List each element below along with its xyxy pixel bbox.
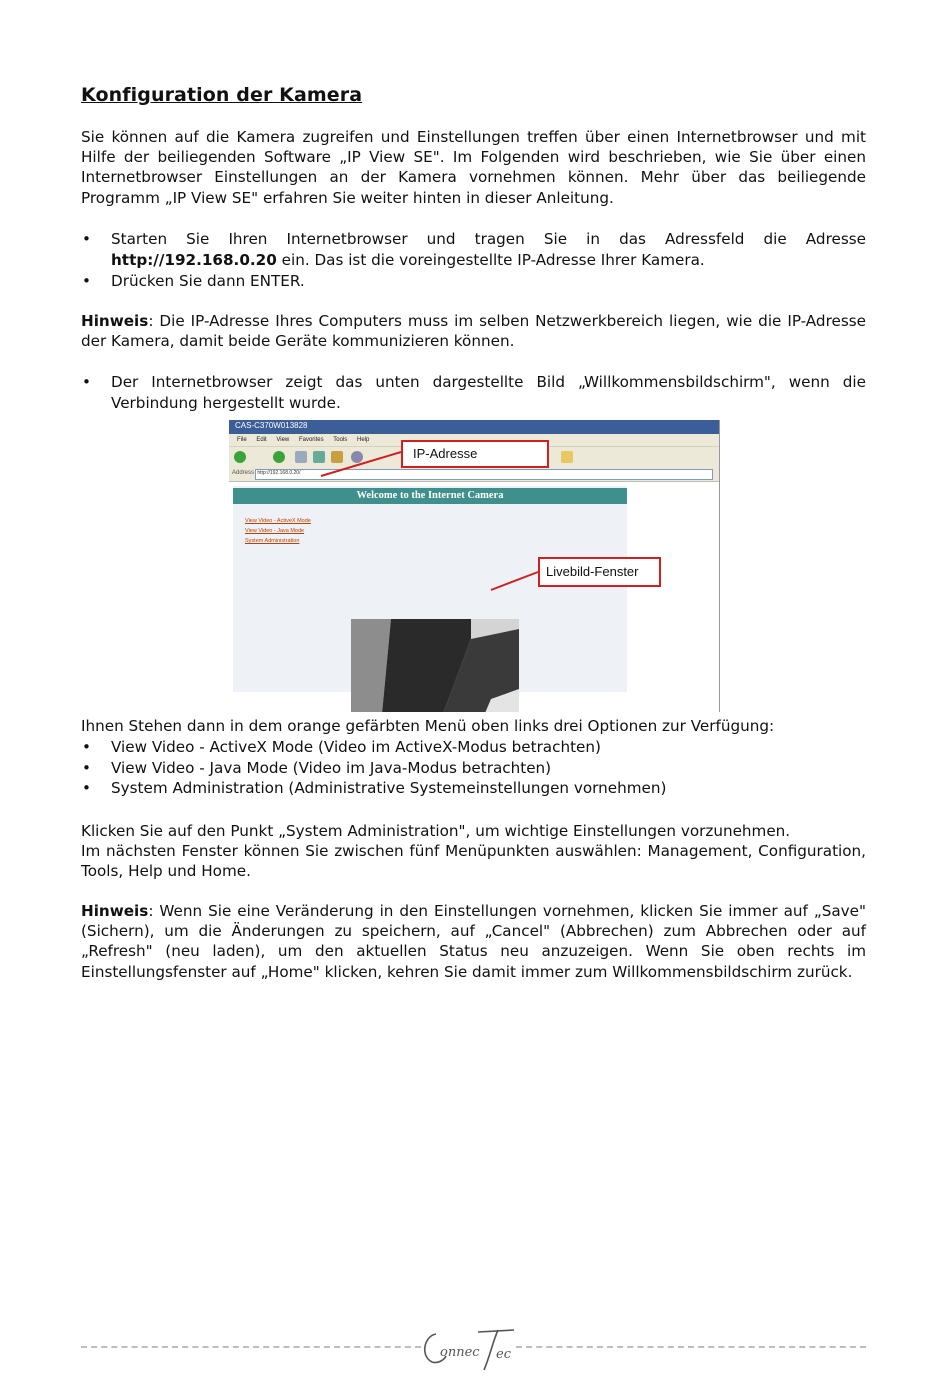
callout-live-window: Livebild-Fenster — [538, 557, 661, 587]
list-item: • System Administration (Administrative Systemeinstellungen vornehmen) — [82, 779, 667, 798]
browser-screenshot — [229, 420, 720, 712]
company-logo — [418, 1326, 518, 1376]
camera-welcome-page — [233, 486, 627, 692]
search-icon — [351, 451, 363, 463]
list-item: • Drücken Sie dann ENTER. — [82, 271, 305, 290]
live-image — [351, 619, 519, 712]
list-item: • Der Internetbrowser zeigt das unten dargestellte Bild „Willkommensbildschirm", wenn die Verbindung hergestellt wurde. — [82, 373, 866, 412]
list-item: • View Video - Java Mode (Video im Java-Modus betrachten) — [82, 758, 552, 777]
footer-divider-left — [81, 1346, 421, 1348]
menu-edit: Edit — [256, 437, 267, 443]
menu-favorites: Favorites — [298, 437, 324, 443]
page-title: Konfiguration der Kamera — [81, 84, 363, 106]
camera-menu — [245, 516, 311, 546]
live-video-window — [351, 619, 519, 712]
home-icon — [331, 451, 343, 463]
admin-paragraph: Klicken Sie auf den Punkt „System Administration", um wichtige Einstellungen vorzunehmen. Im nächsten Fenster können Sie zwischen fünf Menüpunkten auswählen: Management, Configuration, Tools, Help und Home. — [81, 822, 866, 881]
callout-ip-address: IP-Adresse — [401, 440, 549, 468]
welcome-banner: Welcome to the Internet Camera — [233, 488, 627, 504]
menu-tools: Tools — [333, 437, 348, 443]
hint-paragraph-1: Hinweis: Die IP-Adresse Ihres Computers muss im selben Netzwerkbereich liegen, wie die IP-Adresse der Kamera, damit beide Geräte kommunizieren können. — [81, 312, 866, 351]
svg-text:ec: ec — [496, 1347, 511, 1362]
ip-url: http://192.168.0.20 — [111, 250, 277, 269]
refresh-icon — [313, 451, 325, 463]
steps-list — [81, 229, 866, 291]
forward-icon — [273, 451, 285, 463]
window-title: CAS-C370W013828 — [235, 421, 308, 430]
step3-list — [81, 372, 866, 414]
menu-view: View — [276, 437, 290, 443]
link-sysadmin: System Administration — [245, 538, 300, 544]
options-intro: Ihnen Stehen dann in dem orange gefärbten Menü oben links drei Optionen zur Verfügung: — [81, 717, 775, 735]
link-java: View Video - Java Mode — [245, 528, 305, 534]
hint-paragraph-2: Hinweis: Wenn Sie eine Veränderung in den Einstellungen vornehmen, klicken Sie immer auf „Save" (Sichern), um die Änderungen zu speichern, auf „Cancel" (Abbrechen) zum Abbrechen oder auf „Refresh" (neu laden), um den aktuellen Status neu anzuzeigen. Wenn Sie oben rechts im Einstellungsfenster auf „Home" klicken, kehren Sie damit immer zum Willkommensbildschirm zurück. — [81, 902, 866, 981]
stop-icon — [295, 451, 307, 463]
link-activex: View Video - ActiveX Mode — [245, 518, 311, 524]
address-field: http://192.168.0.20/ — [255, 469, 713, 480]
back-icon — [234, 451, 246, 463]
menu-help: Help — [356, 437, 370, 443]
list-item: • View Video - ActiveX Mode (Video im ActiveX-Modus betrachten) — [82, 737, 601, 756]
address-bar: Address http://192.168.0.20/ — [229, 467, 719, 482]
svg-text:onnec: onnec — [440, 1345, 480, 1360]
list-item: • Starten Sie Ihren Internetbrowser und tragen Sie in das Adressfeld die Adresse http://192.168.0.20 ein. Das ist die voreingestellte IP-Adresse Ihrer Kamera. — [82, 230, 866, 269]
logo-graphic — [418, 1326, 518, 1376]
options-block — [81, 716, 866, 799]
footer-divider-right — [516, 1346, 866, 1348]
intro-paragraph: Sie können auf die Kamera zugreifen und Einstellungen treffen über einen Internetbrowser und mit Hilfe der beiliegenden Software „IP View SE". Im Folgenden wird beschrieben, wie Sie über einen Internetbrowser Einstellungen an der Kamera vornehmen können. Mehr über das beiliegende Programm „IP View SE" erfahren Sie weiter hinten in dieser Anleitung. — [81, 128, 866, 207]
favorites-icon — [561, 451, 573, 463]
window-titlebar — [229, 420, 719, 434]
menu-file: File — [237, 437, 247, 443]
